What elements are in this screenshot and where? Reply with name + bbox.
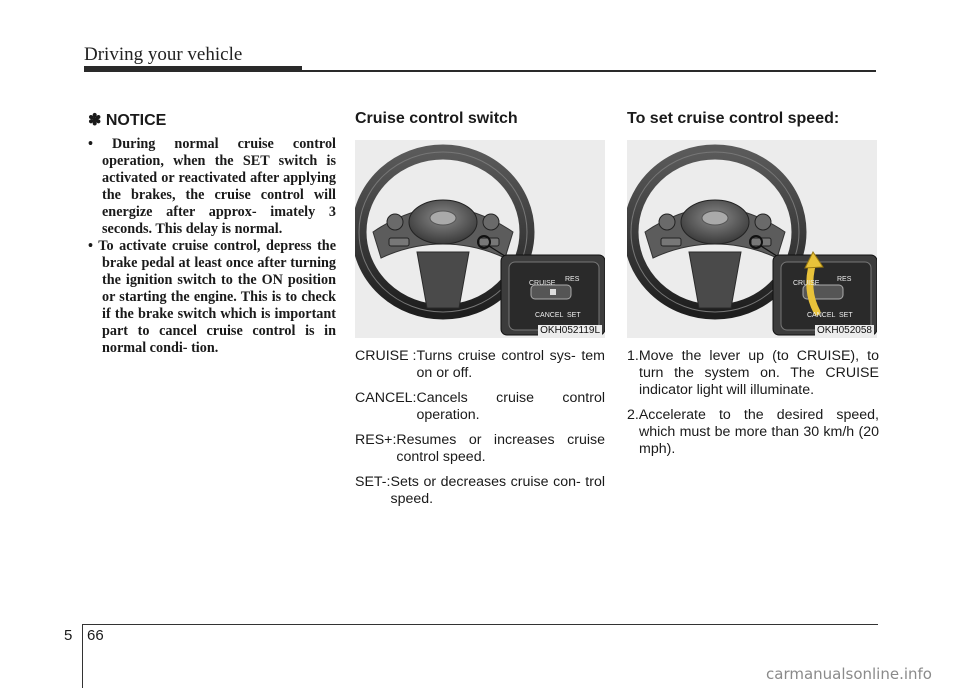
- definition-term: CANCEL:: [355, 390, 417, 406]
- definition-term: CRUISE :: [355, 348, 417, 364]
- notice-item: • To activate cruise control, depress the brake pedal at least once after turning the ignition switch to the ON position or starting the engine. This is to check if the brake switch which is important part to cancel cruise control is in normal condi- tion.: [88, 238, 336, 356]
- step-item: 1.Move the lever up (to CRUISE), to turn the system on. The CRUISE indicator light will illuminate.: [627, 348, 879, 398]
- footer-divider: [82, 624, 83, 688]
- definition-term: SET-:: [355, 474, 391, 490]
- notice-title: ✽ NOTICE: [88, 112, 167, 129]
- step-item: 2.Accelerate to the desired speed, which must be more than 30 km/h (20 mph).: [627, 407, 879, 457]
- set-speed-steps: [627, 348, 879, 458]
- cruise-label: CRUISE: [529, 280, 556, 287]
- cancel-label: CANCEL: [807, 312, 836, 319]
- cruise-switch-title: Cruise control switch: [355, 110, 518, 127]
- steering-wheel-illustration: [627, 140, 877, 338]
- steering-wheel-figure: [355, 140, 605, 338]
- definition-item: [355, 474, 605, 508]
- footer-rule: [82, 624, 878, 625]
- definition-desc: Resumes or increases cruise control speed.: [396, 432, 605, 465]
- page-number: 66: [87, 627, 104, 644]
- res-label: RES: [565, 276, 580, 283]
- cruise-switch-section: [355, 110, 605, 516]
- set-label: SET: [839, 312, 853, 319]
- notice-item: • During normal cruise control operation, when the SET switch is activated or reactivated after applying the brakes, the cruise control will energize after approx- imately 3 seconds. This delay is normal.: [88, 136, 336, 237]
- steering-wheel-lever-figure: [627, 140, 877, 338]
- switch-definitions: [355, 348, 605, 508]
- chapter-number: 5: [64, 627, 73, 644]
- page-header-title: Driving your vehicle: [84, 44, 243, 65]
- set-speed-title: To set cruise control speed:: [627, 110, 840, 127]
- set-label: SET: [567, 312, 581, 319]
- definition-item: [355, 348, 605, 382]
- definition-term: RES+:: [355, 432, 397, 448]
- cancel-label: CANCEL: [535, 312, 564, 319]
- header-bar: [84, 66, 302, 72]
- figure-code: OKH052058: [816, 325, 872, 336]
- watermark-text: carmanualsonline.info: [766, 665, 932, 683]
- steering-wheel-illustration: [355, 140, 605, 338]
- figure-code: OKH052119L: [540, 325, 600, 336]
- set-speed-section: [627, 110, 879, 466]
- notice-section: [88, 110, 336, 357]
- definition-desc: Turns cruise control sys- tem on or off.: [416, 348, 605, 381]
- definition-item: [355, 390, 605, 424]
- definition-desc: Sets or decreases cruise con- trol speed.: [390, 474, 605, 507]
- definition-item: [355, 432, 605, 466]
- definition-desc: Cancels cruise control operation.: [416, 390, 605, 423]
- notice-list: [88, 136, 336, 357]
- cruise-label: CRUISE: [793, 280, 820, 287]
- header-rule: [302, 70, 876, 72]
- res-label: RES: [837, 276, 852, 283]
